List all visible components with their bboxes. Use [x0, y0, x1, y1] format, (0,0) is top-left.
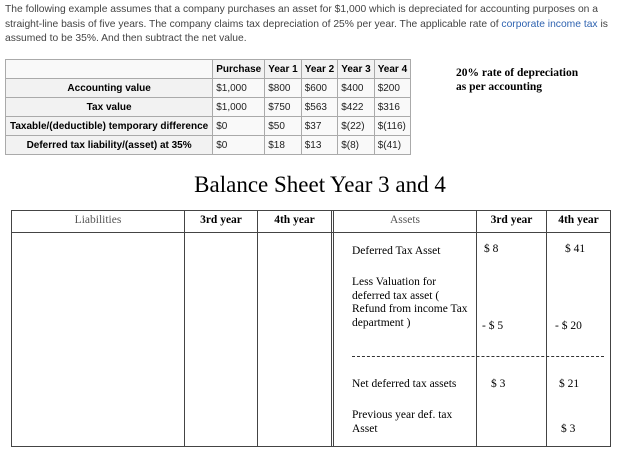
deferred-tax-asset-y4: $ 41	[565, 243, 586, 255]
valuation-allowance-y4: - $ 20	[555, 320, 582, 332]
assets-3rd-year-header: 3rd year	[490, 214, 533, 226]
table-cell: $600	[301, 79, 337, 98]
table-cell: $(41)	[374, 136, 410, 155]
table-cell: $(116)	[374, 117, 410, 136]
balance-sheet-title: Balance Sheet Year 3 and 4	[194, 172, 446, 197]
column-divider	[476, 211, 477, 446]
column-header: Year 4	[374, 60, 410, 79]
row-header: Deferred tax liability/(asset) at 35%	[6, 136, 213, 155]
table-cell: $13	[301, 136, 337, 155]
row-header: Taxable/(deductible) temporary difference	[6, 117, 213, 136]
previous-year-def-tax-label: Previous year def. tax Asset	[352, 409, 453, 435]
table-cell: $(22)	[338, 117, 374, 136]
table-row	[6, 117, 411, 136]
liabilities-4th-year-header: 4th year	[274, 214, 315, 226]
table-header-row	[6, 60, 411, 79]
column-divider	[257, 211, 258, 446]
table-cell: $37	[301, 117, 337, 136]
balance-sheet	[11, 210, 611, 447]
column-divider	[546, 211, 547, 446]
column-divider	[184, 211, 185, 446]
valuation-allowance-label: Less Valuation for deferred tax asset ( Refund from income Tax department )	[352, 276, 468, 329]
side-note: 20% rate of depreciation as per accounting	[456, 67, 579, 93]
header-divider	[12, 232, 610, 233]
table-cell: $0	[213, 117, 265, 136]
liabilities-header: Liabilities	[74, 214, 122, 226]
liabilities-3rd-year-header: 3rd year	[200, 214, 242, 226]
row-header: Accounting value	[6, 79, 213, 98]
row-header: Tax value	[6, 98, 213, 117]
column-divider	[331, 211, 334, 446]
assets-header: Assets	[389, 214, 421, 226]
assets-4th-year-header: 4th year	[558, 214, 599, 226]
column-header: Year 1	[265, 60, 301, 79]
table-cell: $422	[338, 98, 374, 117]
column-header: Year 2	[301, 60, 337, 79]
table-cell: $1,000	[213, 98, 265, 117]
table-row	[6, 98, 411, 117]
intro-text-after: is assumed to be 35%. And then subtract the net value.	[5, 18, 608, 44]
table-cell: $400	[338, 79, 374, 98]
column-header: Year 3	[338, 60, 374, 79]
table-row	[6, 136, 411, 155]
valuation-allowance-y3: - $ 5	[482, 320, 504, 332]
depreciation-table	[5, 59, 411, 155]
table-row	[6, 79, 411, 98]
dashed-separator	[352, 356, 604, 357]
deferred-tax-asset-y3: $ 8	[484, 243, 499, 255]
net-deferred-tax-assets-y3: $ 3	[491, 378, 506, 390]
previous-year-def-tax-y4: $ 3	[561, 423, 576, 435]
deferred-tax-asset-label: Deferred Tax Asset	[352, 245, 441, 257]
corporate-income-tax-link[interactable]: corporate income tax	[501, 18, 598, 30]
table-cell: $1,000	[213, 79, 265, 98]
table-cell: $18	[265, 136, 301, 155]
table-cell: $316	[374, 98, 410, 117]
table-cell: $563	[301, 98, 337, 117]
table-cell: $50	[265, 117, 301, 136]
table-cell: $(8)	[338, 136, 374, 155]
intro-text-before: The following example assumes that a company purchases an asset for $1,000 which is depreciated for accounting purposes on a straight-line basis of five years. The company claims tax depreciation of 25% per year. The applicable rate of	[5, 4, 598, 30]
table-cell: $200	[374, 79, 410, 98]
table-cell: $0	[213, 136, 265, 155]
table-cell: $750	[265, 98, 301, 117]
net-deferred-tax-assets-label: Net deferred tax assets	[352, 378, 457, 390]
table-cell: $800	[265, 79, 301, 98]
table-corner-cell	[6, 60, 213, 79]
intro-paragraph	[5, 3, 635, 47]
column-header: Purchase	[213, 60, 265, 79]
net-deferred-tax-assets-y4: $ 21	[559, 378, 580, 390]
